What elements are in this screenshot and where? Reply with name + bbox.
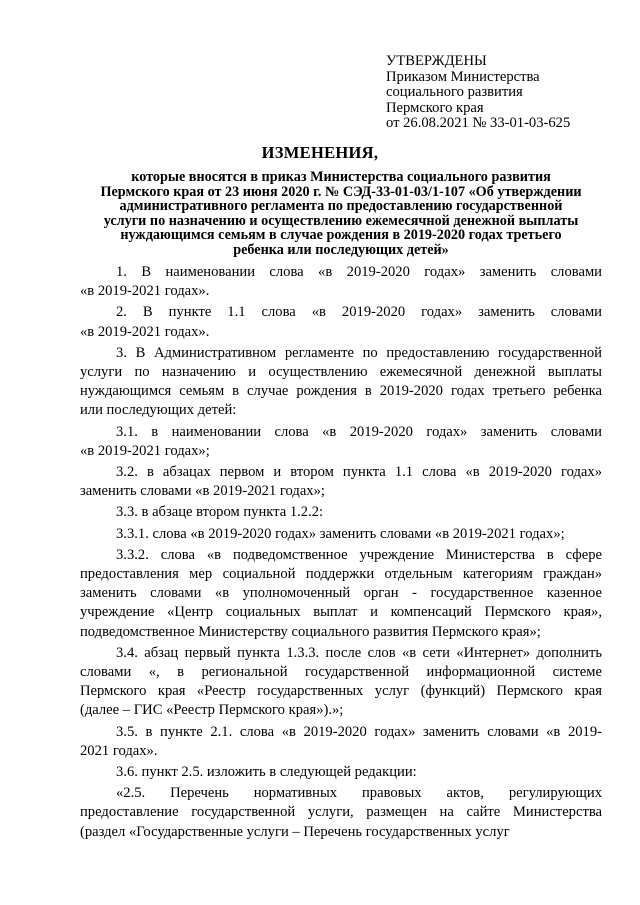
paragraph-line: предоставление государственной услуги, размещен на сайте Министерства	[80, 804, 602, 821]
paragraph-line: предоставления мер социальной поддержки отдельным категориям граждан»	[80, 566, 602, 583]
approval-line: от 26.08.2021 № 33-01-03-625	[386, 115, 571, 131]
paragraph-line: 3.2. в абзацах первом и втором пункта 1.1 слова «в 2019-2020 годах»	[116, 464, 602, 481]
paragraph-line: 3.5. в пункте 2.1. слова «в 2019-2020 годах» заменить словами «в 2019-	[116, 723, 602, 740]
paragraph-line: заменить словами «в 2019-2021 годах»;	[80, 483, 325, 500]
subheading-line: административного регламента по предоставлению государственной	[119, 198, 563, 215]
paragraph-line: 3.6. пункт 2.5. изложить в следующей редакции:	[116, 764, 417, 781]
paragraph-line: 3.3.1. слова «в 2019-2020 годах» заменить словами «в 2019-2021 годах»;	[116, 525, 565, 542]
body-paragraph	[80, 763, 602, 782]
paragraph-line: словами «, в региональной государственной информационной системе	[80, 664, 602, 681]
approval-line: социального развития	[386, 84, 523, 100]
approval-line: УТВЕРЖДЕНЫ	[386, 53, 487, 69]
paragraph-line: нуждающимся семьям в случае рождения в 2019-2020 годах третьего ребенка	[80, 383, 602, 400]
paragraph-line: 3. В Административном регламенте по предоставлению государственной	[116, 344, 602, 361]
subheading-line: нуждающимся семьям в случае рождения в 2019-2020 годах третьего	[120, 227, 562, 244]
body-paragraph	[80, 503, 602, 522]
document-heading: ИЗМЕНЕНИЯ,	[261, 143, 379, 162]
paragraph-line: 3.3.2. слова «в подведомственное учреждение Министерства в сфере	[116, 546, 602, 563]
paragraph-line: 2. В пункте 1.1 слова «в 2019-2020 годах» заменить словами	[116, 304, 602, 321]
body-paragraph	[80, 463, 602, 501]
paragraph-line: 3.3. в абзаце втором пункта 1.2.2:	[116, 504, 324, 521]
paragraph-line: заменить словами «в уполномоченный орган - государственное казенное	[80, 585, 602, 602]
body-paragraph	[80, 644, 602, 721]
body-paragraph	[80, 784, 602, 842]
paragraph-line: (раздел «Государственные услуги – Перечень государственных услуг	[80, 823, 510, 840]
document-body	[80, 263, 602, 844]
paragraph-line: «в 2019-2021 годах».	[80, 323, 210, 340]
paragraph-line: 3.4. абзац первый пункта 1.3.3. после слов «в сети «Интернет» дополнить	[116, 644, 602, 661]
approval-line: Приказом Министерства	[386, 68, 540, 85]
subheading-line: услуги по назначению и осуществлению ежемесячной денежной выплаты	[103, 212, 579, 229]
paragraph-line: подведомственное Министерству социального развития Пермского края»;	[80, 623, 541, 640]
paragraph-line: «в 2019-2021 годах»;	[80, 442, 210, 459]
subheading-line: которые вносятся в приказ Министерства социального развития	[131, 169, 551, 185]
subheading-line: ребенка или последующих детей»	[233, 241, 449, 258]
subheading-line: Пермского края от 23 июня 2020 г. № СЭД-33-01-03/1-107 «Об утверждении	[100, 183, 582, 200]
body-paragraph	[80, 303, 602, 341]
paragraph-line: или последующих детей:	[80, 402, 237, 419]
body-paragraph	[80, 723, 602, 761]
body-paragraph	[80, 546, 602, 642]
paragraph-line: «в 2019-2021 годах».	[80, 283, 210, 300]
paragraph-line: 1. В наименовании слова «в 2019-2020 годах» заменить словами	[116, 264, 602, 280]
paragraph-line: (далее – ГИС «Реестр Пермского края»).»;	[80, 702, 344, 719]
paragraph-line: учреждение «Центр социальных выплат и компенсаций Пермского края»,	[80, 604, 602, 621]
paragraph-line: «2.5. Перечень нормативных правовых актов, регулирующих	[116, 785, 602, 802]
body-paragraph	[80, 263, 602, 301]
body-paragraph	[80, 423, 602, 461]
paragraph-line: 3.1. в наименовании слова «в 2019-2020 годах» заменить словами	[116, 423, 602, 440]
paragraph-line: услуги по назначению и осуществлению ежемесячной денежной выплаты	[80, 364, 602, 381]
approval-block	[386, 54, 570, 132]
document-subheading	[80, 170, 602, 258]
body-paragraph	[80, 344, 602, 421]
body-paragraph	[80, 525, 602, 544]
approval-line: Пермского края	[386, 99, 484, 116]
paragraph-line: 2021 годах».	[80, 742, 158, 759]
paragraph-line: Пермского края «Реестр государственных услуг (функций) Пермского края	[80, 683, 602, 700]
